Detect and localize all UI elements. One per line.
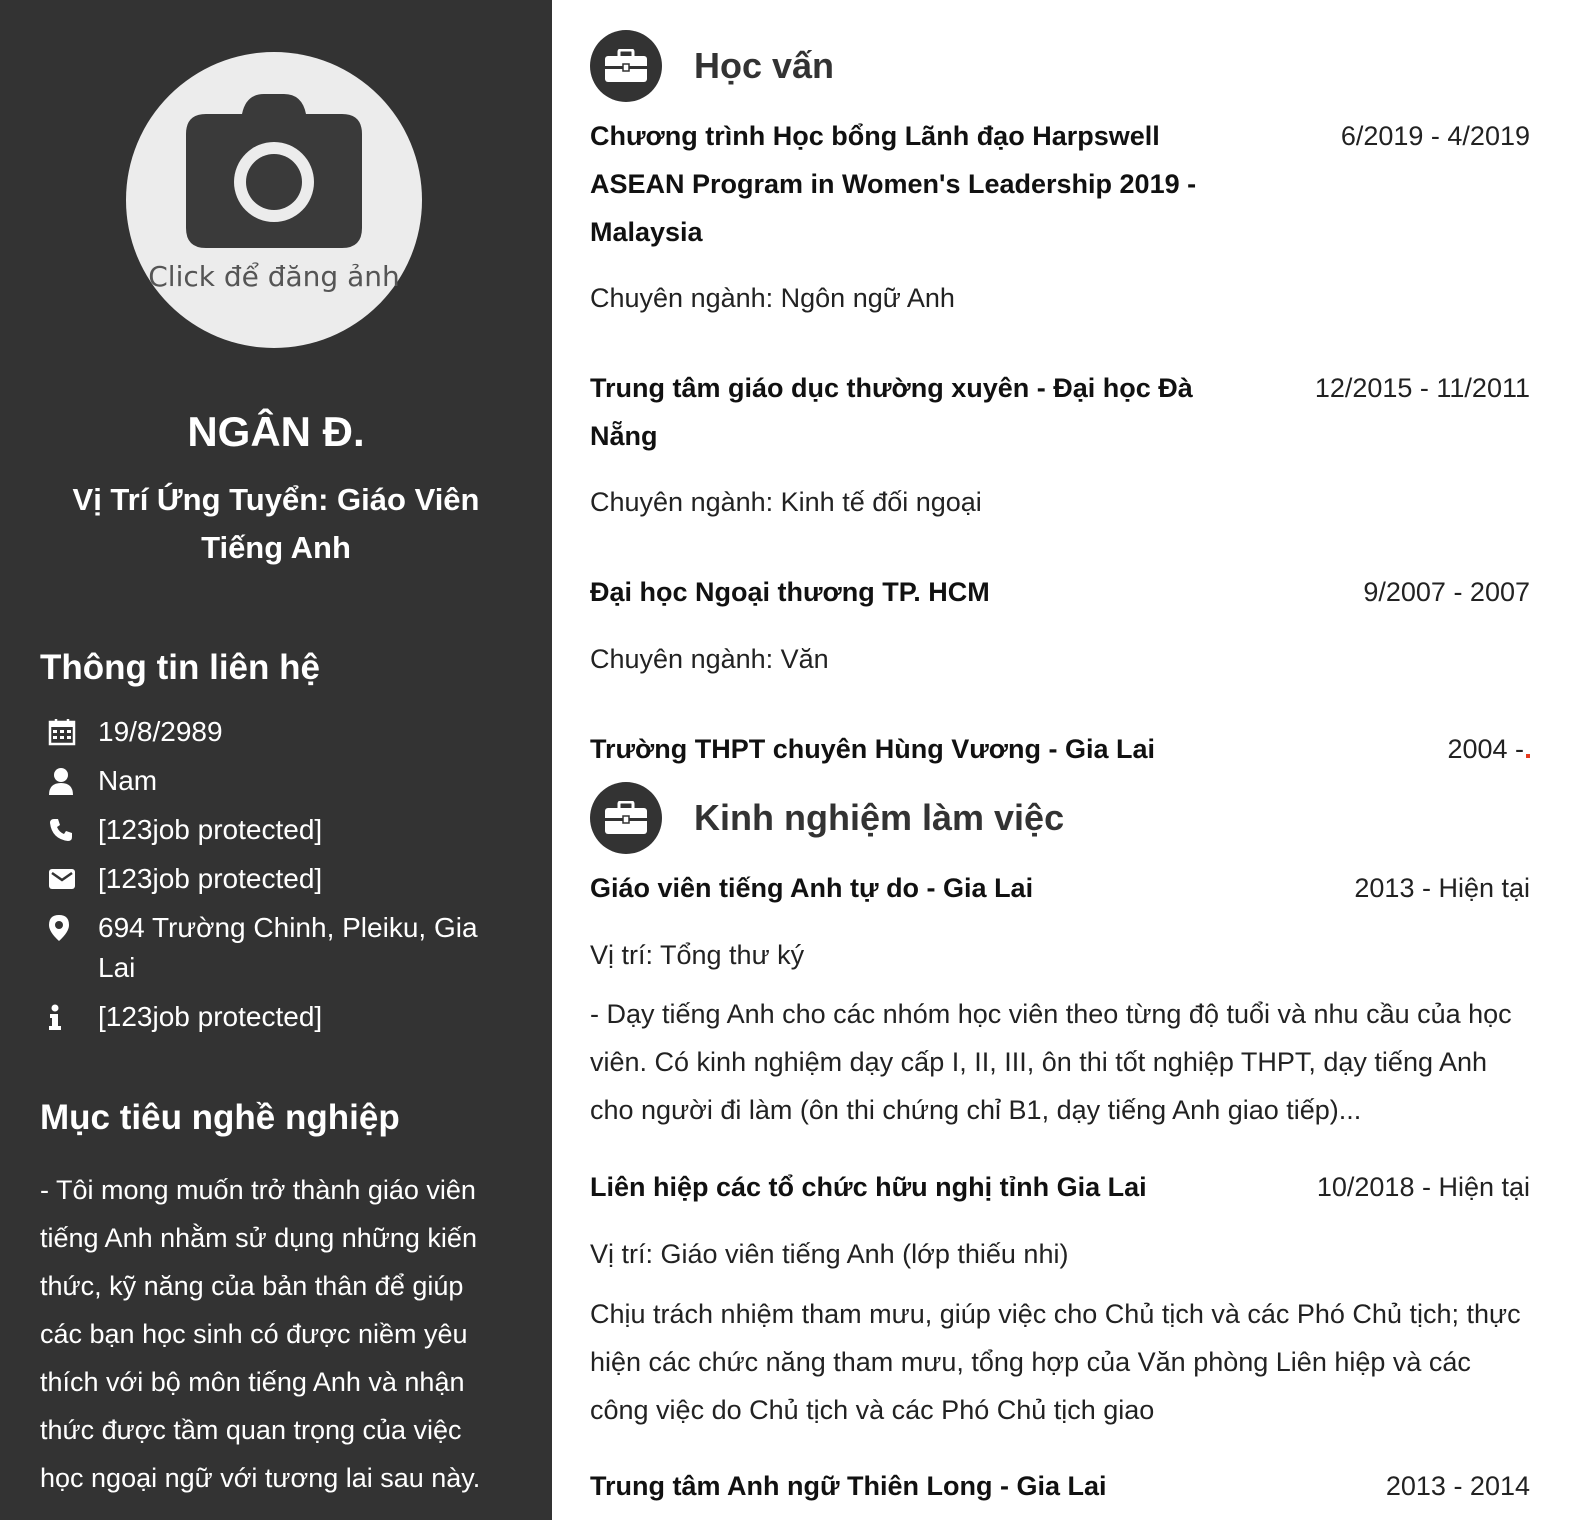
- experience-description: - Dạy tiếng Anh cho các nhóm học viên theo từng độ tuổi và nhu cầu của học viên. Có kinh nghiệm dạy cấp I, II, III, ôn thi tốt nghiệp THPT, dạy tiếng Anh cho người đi làm (ôn thi chứng chỉ B1, dạy tiếng Anh giao tiếp)...: [590, 999, 1512, 1125]
- education-date-wrap: [1447, 725, 1530, 773]
- camera-icon: [184, 92, 364, 252]
- education-major: Chuyên ngành: Văn: [590, 644, 829, 674]
- education-section-header: [590, 30, 834, 102]
- avatar-upload[interactable]: [126, 52, 422, 348]
- education-date: 9/2007 - 2007: [1363, 577, 1530, 607]
- contact-info: [40, 997, 520, 1037]
- user-icon: [40, 761, 98, 801]
- objective-heading: Mục tiêu nghề nghiệp: [40, 1098, 400, 1137]
- objective-text: - Tôi mong muốn trở thành giáo viên tiếng Anh nhằm sử dụng những kiến thức, kỹ năng của bản thân để giúp các bạn học sinh có được niềm yêu thích với bộ môn tiếng Anh và nhận thức được tầm quan trọng của việc học ngoại ngữ với tương lai sau này.: [40, 1175, 481, 1493]
- experience-date: 10/2018 - Hiện tại: [1316, 1172, 1530, 1202]
- experience-role: Vị trí: Giáo viên tiếng Anh (lớp thiếu nhi): [590, 1239, 1069, 1269]
- avatar-caption: Click để đăng ảnh: [148, 260, 400, 293]
- info-icon: [40, 997, 98, 1037]
- candidate-name: NGÂN Đ.: [187, 408, 365, 455]
- experience-title: Giáo viên tiếng Anh tự do - Gia Lai: [590, 873, 1034, 903]
- contact-text: [123job protected]: [98, 1001, 323, 1032]
- education-date: 2004 -: [1447, 734, 1524, 764]
- education-heading: Học vấn: [694, 45, 835, 86]
- education-title: Đại học Ngoại thương TP. HCM: [590, 577, 990, 607]
- contact-gender: [40, 761, 520, 801]
- briefcase-icon: [590, 30, 662, 102]
- contact-list: [40, 712, 520, 1046]
- location-icon: [40, 908, 98, 948]
- education-date: 12/2015 - 11/2011: [1314, 373, 1530, 403]
- contact-phone: [40, 810, 520, 850]
- briefcase-icon: [590, 782, 662, 854]
- education-title: Trường THPT chuyên Hùng Vương - Gia Lai: [590, 734, 1156, 764]
- education-title: Trung tâm giáo dục thường xuyên - Đại học Đà Nẵng: [590, 373, 1193, 451]
- contact-heading: Thông tin liên hệ: [40, 648, 320, 687]
- contact-text: Nam: [98, 765, 158, 796]
- contact-text: 694 Trường Chinh, Pleiku, Gia Lai: [98, 912, 478, 983]
- education-date: 6/2019 - 4/2019: [1340, 121, 1530, 151]
- contact-text: [123job protected]: [98, 863, 323, 894]
- contact-text: 19/8/2989: [98, 716, 223, 747]
- contact-text: [123job protected]: [98, 814, 323, 845]
- education-major: Chuyên ngành: Kinh tế đối ngoại: [590, 487, 982, 517]
- experience-title: Liên hiệp các tổ chức hữu nghị tỉnh Gia Lai: [590, 1172, 1147, 1202]
- red-dot-mark: [1526, 754, 1530, 758]
- experience-role: Vị trí: Tổng thư ký: [590, 940, 805, 970]
- calendar-icon: [40, 712, 98, 752]
- sidebar: [0, 0, 552, 1520]
- experience-date: 2013 - Hiện tại: [1354, 873, 1530, 903]
- experience-date: 2013 - 2014: [1385, 1471, 1530, 1501]
- email-icon: [40, 859, 98, 899]
- experience-description: Chịu trách nhiệm tham mưu, giúp việc cho Chủ tịch và các Phó Chủ tịch; thực hiện các chức năng tham mưu, tổng hợp của Văn phòng Liên hiệp và các công việc do Chủ tịch và các Phó Chủ tịch giao: [590, 1299, 1521, 1425]
- contact-birthdate: [40, 712, 520, 752]
- experience-title: Trung tâm Anh ngữ Thiên Long - Gia Lai: [590, 1471, 1107, 1501]
- experience-heading: Kinh nghiệm làm việc: [694, 797, 1065, 838]
- education-title: Chương trình Học bổng Lãnh đạo Harpswell ASEAN Program in Women's Leadership 2019 - Malaysia: [590, 121, 1197, 247]
- contact-address: [40, 908, 520, 988]
- applied-position: Vị Trí Ứng Tuyển: Giáo Viên Tiếng Anh: [72, 482, 480, 565]
- experience-section-header: [590, 782, 1064, 854]
- contact-email: [40, 859, 520, 899]
- phone-icon: [40, 810, 98, 850]
- education-major: Chuyên ngành: Ngôn ngữ Anh: [590, 283, 955, 313]
